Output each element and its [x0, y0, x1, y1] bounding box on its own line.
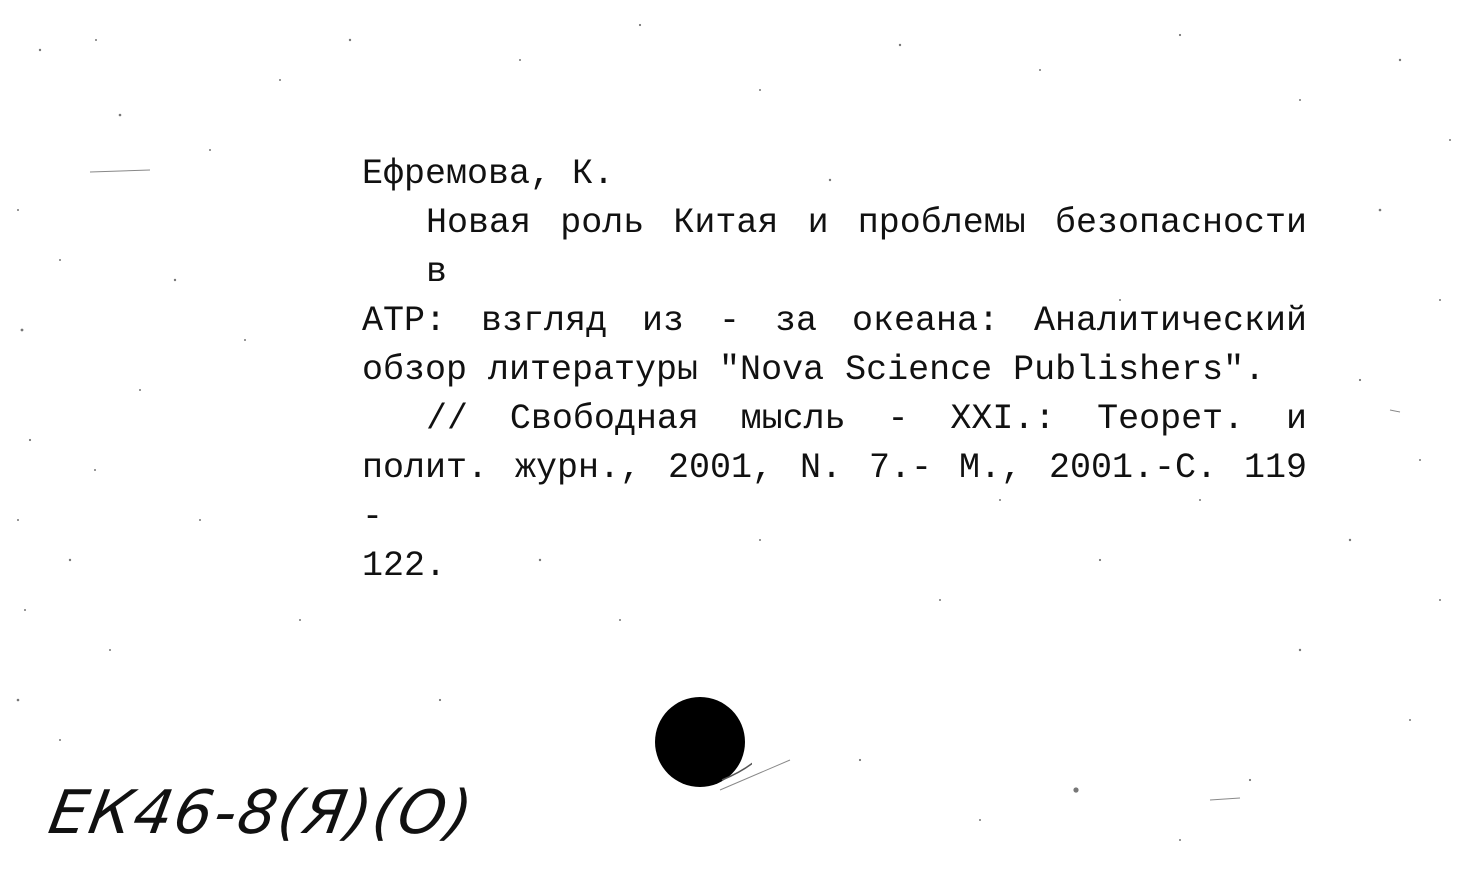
title-line-3: обзор литературы "Nova Science Publishers". — [362, 350, 1266, 390]
source-line-3: 122. — [362, 546, 447, 586]
source-line-2: полит. журн., 2001, N. 7.- М., 2001.-С. 119 - — [362, 448, 1307, 537]
author-line: Ефремова, К. — [362, 154, 615, 194]
title-block — [362, 199, 1307, 395]
source-block — [362, 395, 1307, 591]
handwritten-shelfmark: ЕК46-8(Я)(О) — [43, 778, 480, 848]
title-line-2: АТР: взгляд из - за океана: Аналитический — [362, 301, 1307, 341]
bibliographic-entry — [362, 150, 1307, 591]
source-line-1: // Свободная мысль - XXI.: Теорет. и — [426, 399, 1307, 439]
title-line-1: Новая роль Китая и проблемы безопасности в — [426, 203, 1307, 292]
punch-hole — [652, 695, 752, 791]
